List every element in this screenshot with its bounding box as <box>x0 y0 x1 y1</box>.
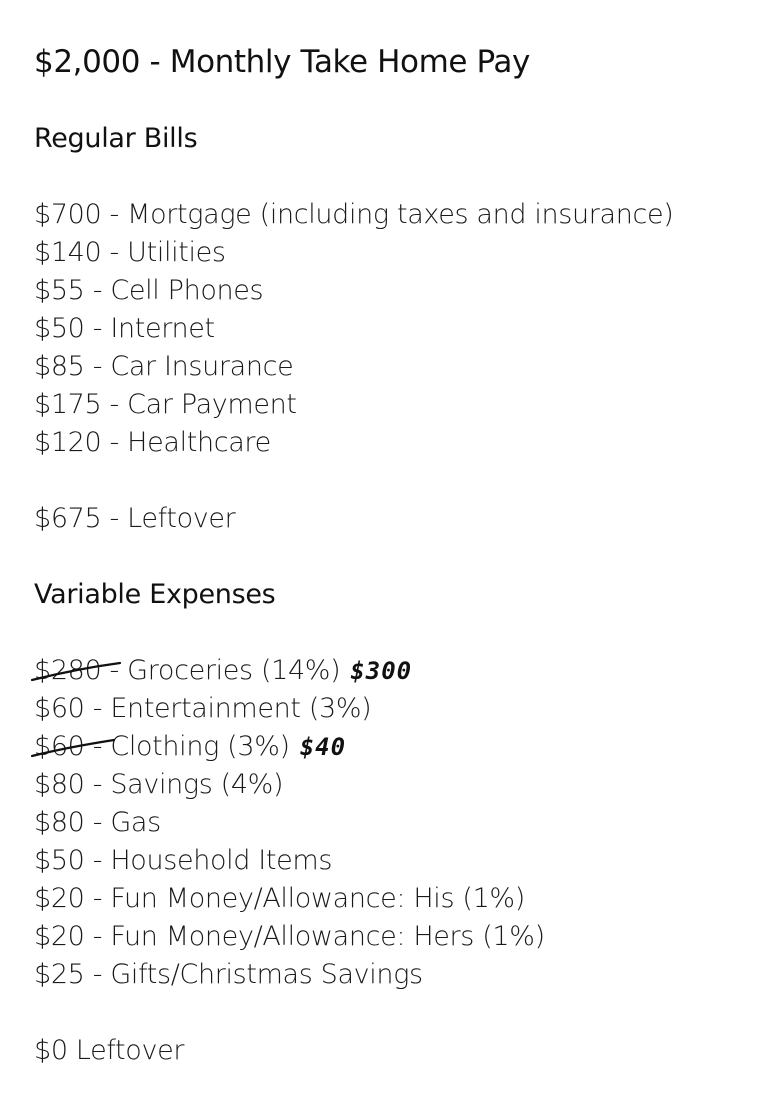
page-title: $2,000 - Monthly Take Home Pay <box>34 44 530 80</box>
expense-item: $80 - Gas <box>34 807 161 838</box>
bill-item: $700 - Mortgage (including taxes and insurance) <box>34 199 674 230</box>
handwritten-amount: $40 <box>299 733 347 761</box>
expense-item: $50 - Household Items <box>34 845 333 876</box>
expense-item: $20 - Fun Money/Allowance: His (1%) <box>34 883 525 914</box>
expense-item-clothing <box>34 729 346 765</box>
strikethrough-mark <box>30 653 122 689</box>
bill-item: $85 - Car Insurance <box>34 351 294 382</box>
expense-label: - Clothing (3%) <box>84 731 290 762</box>
bill-item: $50 - Internet <box>34 313 215 344</box>
struck-amount <box>34 653 101 689</box>
expense-item: $25 - Gifts/Christmas Savings <box>34 959 423 990</box>
variable-expenses-leftover: $0 Leftover <box>34 1035 185 1066</box>
regular-bills-heading: Regular Bills <box>34 123 198 154</box>
bill-item: $55 - Cell Phones <box>34 275 264 306</box>
bill-item: $140 - Utilities <box>34 237 226 268</box>
expense-item: $20 - Fun Money/Allowance: Hers (1%) <box>34 921 545 952</box>
expense-item: $80 - Savings (4%) <box>34 769 284 800</box>
handwritten-amount: $300 <box>350 657 413 685</box>
variable-expenses-heading: Variable Expenses <box>34 579 276 610</box>
bill-item: $120 - Healthcare <box>34 427 271 458</box>
struck-amount-text: $280 <box>34 655 102 686</box>
expense-item: $60 - Entertainment (3%) <box>34 693 372 724</box>
expense-label: - Groceries (14%) <box>101 655 341 686</box>
strikethrough-mark <box>30 729 122 765</box>
regular-bills-leftover: $675 - Leftover <box>34 503 236 534</box>
expense-item-groceries <box>34 653 412 689</box>
bill-item: $175 - Car Payment <box>34 389 297 420</box>
struck-amount-text: $60 <box>34 731 85 762</box>
struck-amount <box>34 729 85 765</box>
